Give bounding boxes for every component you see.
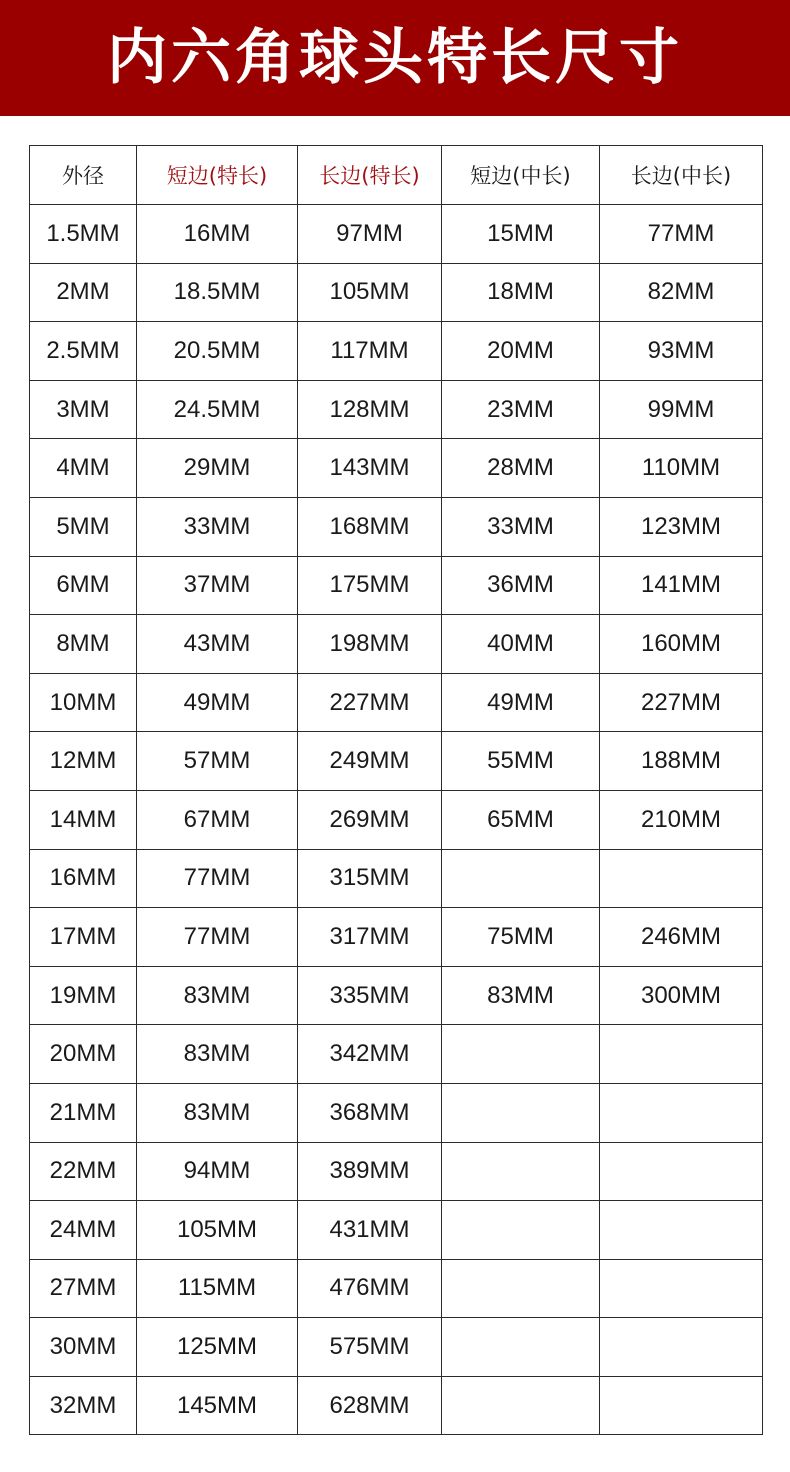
outer-diameter-cell: 32MM (30, 1376, 137, 1435)
long-side-extra-long-cell: 269MM (298, 790, 442, 849)
short-side-extra-long-cell: 29MM (137, 439, 298, 498)
short-side-medium-long-cell (442, 1259, 600, 1318)
outer-diameter-cell: 17MM (30, 908, 137, 967)
short-side-extra-long-cell: 49MM (137, 673, 298, 732)
page-title: 内六角球头特长尺寸 (107, 23, 683, 93)
short-side-medium-long-cell (442, 1318, 600, 1377)
column-header-long-side-medium-long: 长边(中长) (600, 146, 763, 205)
outer-diameter-cell: 24MM (30, 1201, 137, 1260)
long-side-medium-long-cell (600, 1025, 763, 1084)
short-side-extra-long-cell: 83MM (137, 1025, 298, 1084)
outer-diameter-cell: 14MM (30, 790, 137, 849)
long-side-extra-long-cell: 198MM (298, 615, 442, 674)
short-side-medium-long-cell: 15MM (442, 205, 600, 264)
table-row (30, 556, 763, 615)
table-row (30, 966, 763, 1025)
long-side-extra-long-cell: 97MM (298, 205, 442, 264)
short-side-medium-long-cell: 55MM (442, 732, 600, 791)
short-side-extra-long-cell: 67MM (137, 790, 298, 849)
long-side-medium-long-cell: 160MM (600, 615, 763, 674)
outer-diameter-cell: 1.5MM (30, 205, 137, 264)
long-side-medium-long-cell (600, 1142, 763, 1201)
short-side-medium-long-cell (442, 1083, 600, 1142)
short-side-extra-long-cell: 94MM (137, 1142, 298, 1201)
table-row (30, 1318, 763, 1377)
long-side-extra-long-cell: 335MM (298, 966, 442, 1025)
long-side-medium-long-cell: 227MM (600, 673, 763, 732)
outer-diameter-cell: 20MM (30, 1025, 137, 1084)
short-side-extra-long-cell: 105MM (137, 1201, 298, 1260)
short-side-medium-long-cell (442, 1025, 600, 1084)
table-header (30, 146, 763, 205)
long-side-extra-long-cell: 117MM (298, 322, 442, 381)
table-row (30, 497, 763, 556)
short-side-extra-long-cell: 33MM (137, 497, 298, 556)
outer-diameter-cell: 8MM (30, 615, 137, 674)
long-side-medium-long-cell: 141MM (600, 556, 763, 615)
short-side-medium-long-cell (442, 1376, 600, 1435)
long-side-medium-long-cell: 99MM (600, 380, 763, 439)
size-table (29, 145, 763, 1435)
long-side-medium-long-cell: 110MM (600, 439, 763, 498)
long-side-extra-long-cell: 317MM (298, 908, 442, 967)
long-side-medium-long-cell: 82MM (600, 263, 763, 322)
column-header-outer-diameter: 外径 (30, 146, 137, 205)
table-row (30, 1259, 763, 1318)
long-side-extra-long-cell: 168MM (298, 497, 442, 556)
long-side-medium-long-cell (600, 1318, 763, 1377)
short-side-medium-long-cell: 28MM (442, 439, 600, 498)
short-side-extra-long-cell: 18.5MM (137, 263, 298, 322)
long-side-extra-long-cell: 628MM (298, 1376, 442, 1435)
outer-diameter-cell: 4MM (30, 439, 137, 498)
short-side-extra-long-cell: 83MM (137, 1083, 298, 1142)
outer-diameter-cell: 30MM (30, 1318, 137, 1377)
long-side-extra-long-cell: 105MM (298, 263, 442, 322)
short-side-extra-long-cell: 24.5MM (137, 380, 298, 439)
table-row (30, 1142, 763, 1201)
short-side-medium-long-cell: 36MM (442, 556, 600, 615)
long-side-extra-long-cell: 143MM (298, 439, 442, 498)
long-side-extra-long-cell: 575MM (298, 1318, 442, 1377)
long-side-extra-long-cell: 368MM (298, 1083, 442, 1142)
short-side-extra-long-cell: 43MM (137, 615, 298, 674)
table-body (30, 205, 763, 1435)
table-row (30, 439, 763, 498)
long-side-medium-long-cell: 77MM (600, 205, 763, 264)
long-side-medium-long-cell: 210MM (600, 790, 763, 849)
short-side-medium-long-cell: 18MM (442, 263, 600, 322)
short-side-medium-long-cell: 33MM (442, 497, 600, 556)
short-side-extra-long-cell: 57MM (137, 732, 298, 791)
outer-diameter-cell: 22MM (30, 1142, 137, 1201)
short-side-medium-long-cell: 20MM (442, 322, 600, 381)
table-row (30, 263, 763, 322)
short-side-extra-long-cell: 77MM (137, 908, 298, 967)
short-side-medium-long-cell: 49MM (442, 673, 600, 732)
long-side-medium-long-cell (600, 849, 763, 908)
short-side-medium-long-cell: 65MM (442, 790, 600, 849)
short-side-medium-long-cell: 75MM (442, 908, 600, 967)
long-side-medium-long-cell (600, 1201, 763, 1260)
short-side-extra-long-cell: 16MM (137, 205, 298, 264)
table-row (30, 322, 763, 381)
short-side-medium-long-cell: 40MM (442, 615, 600, 674)
outer-diameter-cell: 5MM (30, 497, 137, 556)
short-side-extra-long-cell: 37MM (137, 556, 298, 615)
table-row (30, 1025, 763, 1084)
short-side-extra-long-cell: 145MM (137, 1376, 298, 1435)
table-row (30, 1376, 763, 1435)
table-row (30, 673, 763, 732)
table-row (30, 790, 763, 849)
short-side-extra-long-cell: 125MM (137, 1318, 298, 1377)
short-side-medium-long-cell: 23MM (442, 380, 600, 439)
long-side-medium-long-cell: 123MM (600, 497, 763, 556)
long-side-medium-long-cell: 93MM (600, 322, 763, 381)
outer-diameter-cell: 3MM (30, 380, 137, 439)
long-side-extra-long-cell: 342MM (298, 1025, 442, 1084)
column-header-short-side-extra-long: 短边(特长) (137, 146, 298, 205)
long-side-extra-long-cell: 128MM (298, 380, 442, 439)
column-header-long-side-extra-long: 长边(特长) (298, 146, 442, 205)
table-row (30, 908, 763, 967)
long-side-extra-long-cell: 431MM (298, 1201, 442, 1260)
header-row (30, 146, 763, 205)
table-row (30, 1083, 763, 1142)
outer-diameter-cell: 16MM (30, 849, 137, 908)
title-banner (0, 0, 790, 116)
outer-diameter-cell: 10MM (30, 673, 137, 732)
outer-diameter-cell: 6MM (30, 556, 137, 615)
long-side-medium-long-cell (600, 1259, 763, 1318)
long-side-extra-long-cell: 389MM (298, 1142, 442, 1201)
outer-diameter-cell: 2.5MM (30, 322, 137, 381)
table-row (30, 732, 763, 791)
short-side-extra-long-cell: 20.5MM (137, 322, 298, 381)
short-side-extra-long-cell: 83MM (137, 966, 298, 1025)
column-header-short-side-medium-long: 短边(中长) (442, 146, 600, 205)
long-side-medium-long-cell: 300MM (600, 966, 763, 1025)
short-side-medium-long-cell (442, 1201, 600, 1260)
table-row (30, 1201, 763, 1260)
table-row (30, 380, 763, 439)
table-row (30, 205, 763, 264)
long-side-medium-long-cell: 188MM (600, 732, 763, 791)
long-side-medium-long-cell: 246MM (600, 908, 763, 967)
outer-diameter-cell: 19MM (30, 966, 137, 1025)
short-side-extra-long-cell: 115MM (137, 1259, 298, 1318)
long-side-medium-long-cell (600, 1083, 763, 1142)
outer-diameter-cell: 2MM (30, 263, 137, 322)
table-row (30, 849, 763, 908)
long-side-extra-long-cell: 476MM (298, 1259, 442, 1318)
long-side-extra-long-cell: 175MM (298, 556, 442, 615)
short-side-medium-long-cell (442, 849, 600, 908)
outer-diameter-cell: 12MM (30, 732, 137, 791)
long-side-extra-long-cell: 315MM (298, 849, 442, 908)
outer-diameter-cell: 21MM (30, 1083, 137, 1142)
short-side-medium-long-cell: 83MM (442, 966, 600, 1025)
short-side-extra-long-cell: 77MM (137, 849, 298, 908)
outer-diameter-cell: 27MM (30, 1259, 137, 1318)
long-side-extra-long-cell: 249MM (298, 732, 442, 791)
short-side-medium-long-cell (442, 1142, 600, 1201)
long-side-extra-long-cell: 227MM (298, 673, 442, 732)
table-row (30, 615, 763, 674)
long-side-medium-long-cell (600, 1376, 763, 1435)
